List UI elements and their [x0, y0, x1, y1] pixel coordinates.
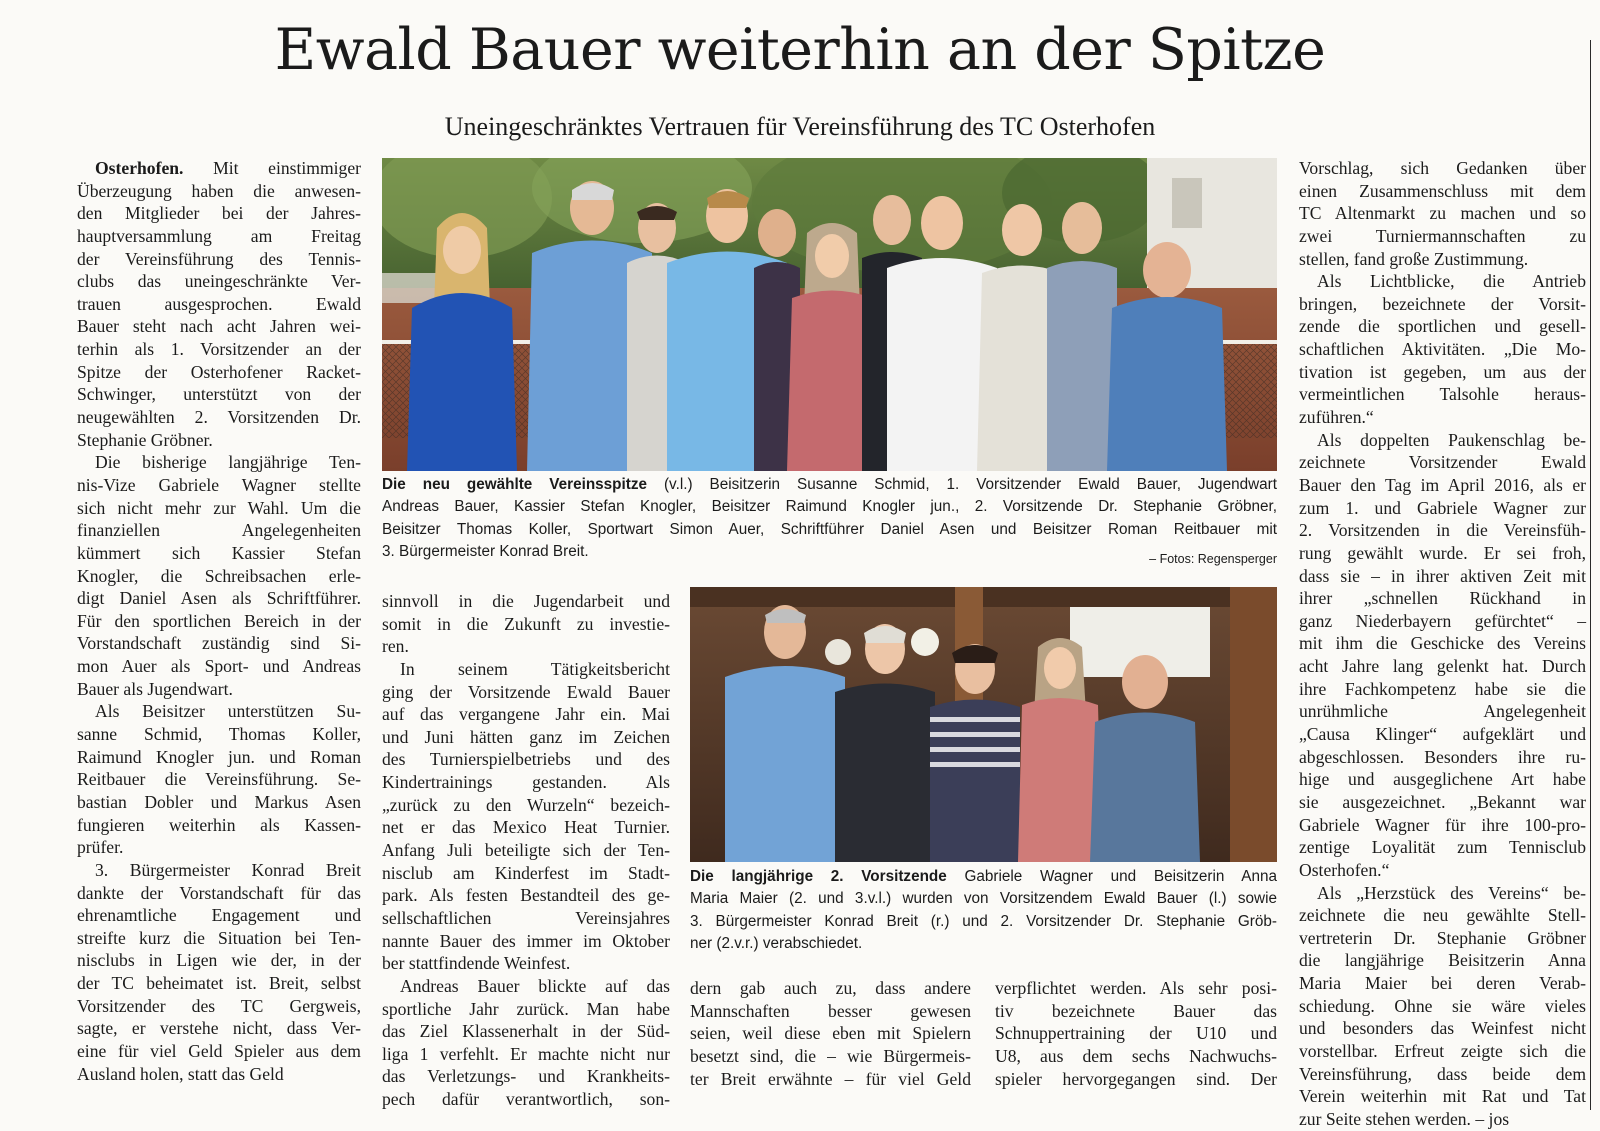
photo-farewell: [690, 587, 1277, 862]
text-line: sagte, er verstehe nicht, dass Ver-: [77, 1018, 361, 1039]
text-line: TC Altenmarkt zu machen und so: [1299, 203, 1586, 224]
text-line: Bauer steht nach acht Jahren wei-: [77, 316, 361, 337]
text-line: hige und ausgeglichene Art habe: [1299, 769, 1586, 790]
text-line: trauen ausgesprochen. Ewald: [77, 293, 361, 314]
text-line: finanziellen Angelegenheiten: [77, 520, 361, 541]
text-line: und Juni hätten ganz im Zeichen: [382, 726, 670, 747]
text-line: des Turnierspielbetriebs und des: [382, 749, 670, 770]
photo-farewell-caption: [690, 866, 1277, 955]
text-line: Als „Herzstück des Vereins“ be-: [1317, 882, 1586, 903]
text-line: Als doppelten Paukenschlag be-: [1317, 429, 1586, 450]
dateline: Osterhofen.: [95, 158, 184, 178]
text-line: Vorstandschaft zuständig sind Si-: [77, 633, 361, 654]
text-line: pech dafür verantwortlich, son-: [382, 1089, 670, 1110]
text-line: dankte der Vorstandschaft für das: [77, 882, 361, 903]
text-line: vertreterin Dr. Stephanie Gröbner: [1299, 927, 1586, 948]
text-line: bringen, bezeichnete der Vorsit-: [1299, 293, 1586, 314]
caption-line: Maria Maier (2. und 3.v.l.) wurden von Vorsitzendem Ewald Bauer (l.) sowie: [690, 890, 1277, 908]
text-line: vorstellbar. Erfreut zeigte sich die: [1299, 1040, 1586, 1061]
text-line: Knogler, die Schreibsachen erle-: [77, 565, 361, 586]
text-line: Kindertrainings gestanden. Als: [382, 772, 670, 793]
caption-text: (v.l.) Beisitzerin Susanne Schmid, 1. Vorsitzender Ewald Bauer, Jugendwart: [647, 476, 1277, 493]
text-line: besetzt sind, die – wie Bürgermeis-: [690, 1045, 971, 1066]
article-column-3: [690, 977, 971, 1090]
text-line: Vorschlag, sich Gedanken über: [1299, 158, 1586, 178]
text-line: bastian Dobler und Markus Asen: [77, 791, 361, 812]
text-line: sich nicht mehr zur Wahl. Um die: [77, 497, 361, 518]
photo-club-board: [382, 158, 1277, 471]
text-line: Schwinger, unterstützt von der: [77, 384, 361, 405]
text-line: Maria Maier bei deren Verab-: [1299, 973, 1586, 994]
caption-line: [382, 474, 1277, 496]
text-line: das Ziel Klassenerhalt in der Süd-: [382, 1021, 670, 1042]
text-line: ihrer „schnellen Rückhand in: [1299, 588, 1586, 609]
text-line: neugewählten 2. Vorsitzenden Dr.: [77, 407, 361, 428]
text-line: 3. Bürgermeister Konrad Breit: [95, 859, 361, 880]
text-line: sinnvoll in die Jugendarbeit und: [382, 591, 670, 611]
text-line: stellen, fand große Zustimmung.: [1299, 248, 1529, 269]
text-line: sportliche Jahr zurück. Man habe: [382, 998, 670, 1019]
text-line: somit in die Zukunft zu investie-: [382, 613, 670, 634]
text-line: sanne Schmid, Thomas Koller,: [77, 724, 361, 745]
text-line: unrühmliche Angelegenheit: [1299, 701, 1586, 722]
text-line: der Vereinsführung des Tennis-: [77, 248, 361, 269]
text-line: zende die sportlichen und gesell-: [1299, 316, 1586, 337]
text-line: zentige Loyalität zum Tennisclub: [1299, 837, 1586, 858]
text-line: liga 1 verfehlt. Er machte nicht nur: [382, 1043, 670, 1064]
text-line: der TC beheimatet ist. Breit, selbst: [77, 973, 361, 994]
text-line: Verein weiterhin mit Rat und Tat: [1299, 1086, 1586, 1107]
text-line: Osterhofen.“: [1299, 859, 1390, 880]
text-line: Andreas Bauer blickte auf das: [400, 975, 670, 996]
caption-line: Andreas Bauer, Kassier Stefan Knogler, Beisitzer Raimund Knogler jun., 2. Vorsitzende Dr. Stephanie Gröbner,: [382, 498, 1277, 516]
text-line: tiv bezeichnete Bauer das: [995, 1000, 1277, 1021]
text-line: ter Breit erwähnte – für viel Geld: [690, 1068, 971, 1089]
text-line: das Verletzungs- und Krankheits-: [382, 1066, 670, 1087]
caption-lead: Die neu gewählte Vereinsspitze: [382, 476, 648, 493]
text-line: zum 1. und Gabriele Wagner zur: [1299, 497, 1586, 518]
text-line: verpflichtet werden. Als sehr posi-: [995, 978, 1277, 998]
text-line: den Mitglieder bei der Jahres-: [77, 203, 361, 224]
text-line: Für den sportlichen Bereich in der: [77, 610, 361, 631]
text-line: acht Jahre lang gelenkt hat. Durch: [1299, 656, 1586, 677]
text-line: zur Seite stehen werden. – jos: [1299, 1108, 1510, 1129]
text-line: Schnuppertraining der U10 und: [995, 1023, 1277, 1044]
text-line: Vereinsführung, dass beide dem: [1299, 1063, 1586, 1084]
text-line: schaftlichen Aktivitäten. „Die Mo-: [1299, 339, 1586, 360]
text-line: Mit einstimmiger: [213, 158, 361, 178]
text-line: Anfang Juli beteiligte sich der Ten-: [382, 840, 670, 861]
article-column-4: [995, 977, 1277, 1090]
headline: Ewald Bauer weiterhin an der Spitze: [274, 17, 1326, 83]
text-line: „zurück zu den Wurzeln“ bezeich-: [382, 794, 670, 815]
text-line: prüfer.: [77, 837, 124, 858]
text-line: net er das Mexico Heat Turnier.: [382, 817, 670, 838]
caption-line: 3. Bürgermeister Konrad Breit.: [382, 542, 589, 560]
text-line: zeichnete Vorsitzender Ewald: [1299, 452, 1586, 473]
text-line: Reitbauer die Vereinsführung. Se-: [77, 769, 361, 790]
text-line: die langjährige Beisitzerin Anna: [1299, 950, 1586, 971]
text-line: eine für viel Geld Spieler aus dem: [77, 1040, 361, 1061]
caption-lead: Die langjährige 2. Vorsitzende: [690, 868, 947, 885]
text-line: sellschaftlichen Vereinsjahres: [382, 907, 670, 928]
photo-club-board-caption: [382, 474, 1277, 563]
text-line: ihre Fachkompetenz habe sie die: [1299, 678, 1586, 699]
text-line: „Causa Klinger“ aufgeklärt und: [1299, 724, 1586, 745]
text-line: hauptversammlung am Freitag: [77, 225, 361, 246]
text-line: nisclubs in Ligen wie der, in der: [77, 950, 361, 971]
text-line: fungieren weiterhin als Kassen-: [77, 814, 361, 835]
text-line: nisclub am Kinderfest im Stadt-: [382, 862, 670, 883]
photo-farewell-image: [690, 587, 1277, 862]
caption-line: ner (2.v.r.) verabschiedet.: [690, 934, 863, 952]
text-line: nannte Bauer des immer im Oktober: [382, 930, 670, 951]
caption-line: 3. Bürgermeister Konrad Breit (r.) und 2. Vorsitzender Dr. Stephanie Gröb-: [690, 912, 1277, 930]
text-line: Bauer den Tag im April 2016, als er: [1299, 474, 1586, 495]
text-line: dern gab auch zu, dass andere: [690, 978, 971, 998]
text-line: spieler hervorgegangen sind. Der: [995, 1068, 1277, 1089]
text-line: Die bisherige langjährige Ten-: [95, 452, 361, 473]
text-line: ganz Niederbayern gefürchtet“ –: [1299, 610, 1586, 631]
text-line: schiedung. Ohne sie wäre vieles: [1299, 995, 1586, 1016]
text-line: ging der Vorsitzende Ewald Bauer: [382, 681, 670, 702]
text-line: Als Beisitzer unterstützen Su-: [95, 701, 361, 722]
text-line: Überzeugung haben die anwesen-: [77, 180, 361, 201]
caption-line: [690, 866, 1277, 888]
text-line: zeichnete die neu gewählte Stell-: [1299, 905, 1586, 926]
text-line: park. Als festen Bestandteil des ge-: [382, 885, 670, 906]
text-line: Als Lichtblicke, die Antrieb: [1317, 271, 1586, 292]
text-line: Gabriele Wagner für ihre 100-pro-: [1299, 814, 1586, 835]
text-line: Raimund Knogler jun. und Roman: [77, 746, 361, 767]
text-line: ren.: [382, 636, 409, 657]
text-line: 2. Vorsitzenden in die Vereinsfüh-: [1299, 520, 1586, 541]
text-line: rung gewählt wurde. Er sei froh,: [1299, 542, 1586, 563]
text-line: dass sie – in ihrer aktiven Zeit mit: [1299, 565, 1586, 586]
text-line: Spitze der Osterhofener Racket-: [77, 361, 361, 382]
text-line: kümmert sich Kassier Stefan: [77, 542, 361, 563]
subheadline: Uneingeschränktes Vertrauen für Vereinsführung des TC Osterhofen: [444, 112, 1156, 141]
text-line: [77, 157, 361, 180]
text-line: ehrenamtliche Engagement und: [77, 905, 361, 926]
text-line: auf das vergangene Jahr ein. Mai: [382, 704, 670, 725]
text-line: Ausland holen, statt das Geld: [77, 1063, 284, 1084]
text-line: und besonders das Weinfest nicht: [1299, 1018, 1586, 1039]
text-line: clubs das uneingeschränkte Ver-: [77, 271, 361, 292]
text-line: digt Daniel Asen als Schriftführer.: [77, 588, 361, 609]
text-line: Mannschaften besser gewesen: [690, 1000, 971, 1021]
article-column-1: [77, 157, 361, 1085]
text-line: tivation ist gegeben, um aus der: [1299, 361, 1586, 382]
text-line: Bauer als Jugendwart.: [77, 678, 233, 699]
text-line: nis-Vize Gabriele Wagner stellte: [77, 474, 361, 495]
text-line: mit ihm die Geschicke des Vereins: [1299, 633, 1586, 654]
page-edge-rule: [1590, 40, 1591, 1110]
text-line: vermeintlichen Talsohle heraus-: [1299, 384, 1586, 405]
text-line: abgeschlossen. Besonders ihre ru-: [1299, 746, 1586, 767]
caption-text: Gabriele Wagner und Beisitzerin Anna: [946, 868, 1278, 885]
caption-line: Beisitzer Thomas Koller, Sportwart Simon Auer, Schriftführer Daniel Asen und Beisitzer Roman Reitbauer mit: [382, 520, 1277, 538]
text-line: Vorsitzender des TC Gergweis,: [77, 995, 361, 1016]
text-line: streifte kurz die Situation bei Ten-: [77, 927, 361, 948]
text-line: mon Auer als Sport- und Andreas: [77, 656, 361, 677]
photo-club-board-image: [382, 158, 1277, 471]
text-line: Stephanie Gröbner.: [77, 429, 213, 450]
photo-credit: – Fotos: Regensperger: [1149, 552, 1277, 566]
text-line: terhin als 1. Vorsitzender an der: [77, 339, 361, 360]
text-line: zuführen.“: [1299, 407, 1374, 428]
text-line: einen Zusammenschluss mit dem: [1299, 180, 1586, 201]
article-column-2: [382, 590, 670, 1111]
text-line: sie ausgezeichnet. „Bekannt war: [1299, 791, 1586, 812]
text-line: seien, weil diese eben mit Spielern: [690, 1023, 971, 1044]
text-line: In seinem Tätigkeitsbericht: [400, 658, 670, 679]
text-line: ber stattfindende Weinfest.: [382, 953, 571, 974]
text-line: zwei Turniermannschaften zu: [1299, 225, 1586, 246]
text-line: U8, aus dem sechs Nachwuchs-: [995, 1045, 1277, 1066]
article-column-5: [1299, 157, 1586, 1131]
